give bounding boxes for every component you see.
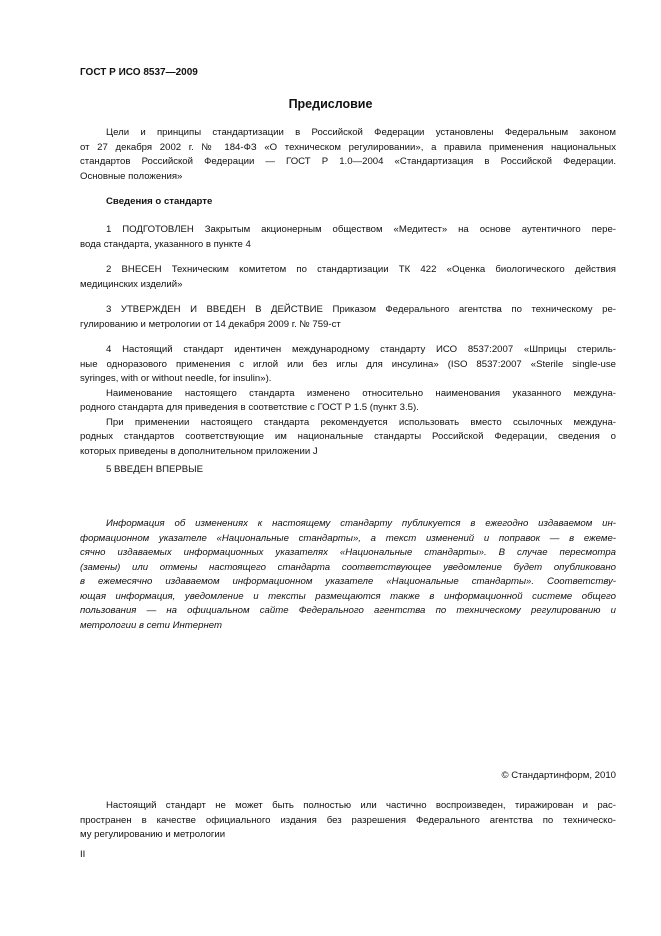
foreword-title: Предисловие bbox=[288, 97, 373, 111]
notice-line: формационном указателе «Национальные стандарты», а текст изменений и поправок — в ежеме- bbox=[80, 532, 616, 544]
reproduction-line: му регулированию и метрологии bbox=[80, 829, 226, 840]
foreword-intro bbox=[80, 126, 616, 184]
notice-line: Информация об изменениях к настоящему стандарту публикуется в ежегодно издаваемом ин- bbox=[106, 518, 616, 529]
item-2-submitted bbox=[80, 263, 616, 292]
item-4-line: syringes, with or without needle, for insulin»). bbox=[80, 373, 272, 384]
item-4-note-line: Наименование настоящего стандарта изменено относительно наименования указанного междуна- bbox=[106, 387, 616, 399]
notice-line: пользования — на официальном сайте Федерального агентства по техническому регулированию и bbox=[80, 605, 616, 616]
item-2-line: медицинских изделий» bbox=[80, 278, 183, 290]
standard-info-heading: Сведения о стандарте bbox=[106, 196, 213, 207]
changes-notice bbox=[80, 517, 616, 633]
item-4-note-line: При применении настоящего стандарта рекомендуется использовать вместо ссылочных междуна- bbox=[106, 416, 616, 428]
item-4-line: 4 Настоящий стандарт идентичен международному стандарту ИСО 8537:2007 «Шприцы стериль- bbox=[106, 344, 616, 355]
standard-code-header: ГОСТ Р ИСО 8537—2009 bbox=[80, 67, 198, 78]
reproduction-notice bbox=[80, 799, 616, 843]
item-1-line: вода стандарта, указанного в пункте 4 bbox=[80, 238, 251, 250]
item-3-approved bbox=[80, 303, 616, 332]
copyright-notice: © Стандартинформ, 2010 bbox=[501, 770, 616, 781]
item-3-line: 3 УТВЕРЖДЕН И ВВЕДЕН В ДЕЙСТВИЕ Приказом Федерального агентства по техническому ре- bbox=[106, 304, 616, 315]
item-4-note-line: родных стандартов соответствующие им национальные стандарты Российской Федерации, сведения о bbox=[80, 431, 616, 442]
intro-line: Основные положения» bbox=[80, 170, 183, 182]
page-number: II bbox=[80, 849, 86, 860]
intro-line: Цели и принципы стандартизации в Российской Федерации установлены Федеральным законом bbox=[106, 127, 616, 138]
item-2-line: 2 ВНЕСЕН Техническим комитетом по стандартизации ТК 422 «Оценка биологического действия bbox=[106, 264, 616, 275]
intro-line: от 27 декабря 2002 г. № 184-ФЗ «О техническом регулировании», а правила применения национальных bbox=[80, 141, 616, 153]
item-4-identical bbox=[80, 343, 616, 459]
item-3-line: гулированию и метрологии от 14 декабря 2009 г. № 759-ст bbox=[80, 318, 341, 330]
item-1-line: 1 ПОДГОТОВЛЕН Закрытым акционерным обществом «Медитест» на основе аутентичного пере- bbox=[106, 224, 616, 235]
notice-line: (замены) или отмены настоящего стандарта соответствующее уведомление будет опубликовано bbox=[80, 561, 616, 573]
item-4-line: ные одноразового применения с иглой или без иглы для инсулина» (ISO 8537:2007 «Sterile single-use bbox=[80, 358, 616, 370]
reproduction-line: Настоящий стандарт не может быть полностью или частично воспроизведен, тиражирован и рас- bbox=[106, 800, 616, 811]
notice-line: в ежемесячно издаваемом информационном указателе «Национальные стандарты». Соответству- bbox=[80, 576, 616, 587]
item-4-note-line: которых приведены в дополнительном приложении J bbox=[80, 445, 318, 457]
reproduction-line: пространен в качестве официального издания без разрешения Федерального агентства по техническо- bbox=[80, 814, 616, 826]
item-1-prepared bbox=[80, 223, 616, 252]
notice-line: сячно издаваемых информационных указателях «Национальные стандарты». В случае пересмотра bbox=[80, 547, 616, 558]
notice-line: ющая информация, уведомление и тексты размещаются также в информационной системе общего bbox=[80, 590, 616, 602]
item-4-note-line: родного стандарта для приведения в соответствие с ГОСТ Р 1.5 (пункт 3.5). bbox=[80, 402, 419, 413]
item-5-first-introduced: 5 ВВЕДЕН ВПЕРВЫЕ bbox=[106, 464, 204, 475]
notice-line: метрологии в сети Интернет bbox=[80, 619, 222, 631]
intro-line: стандартов Российской Федерации — ГОСТ Р 1.0—2004 «Стандартизация в Российской Федерации. bbox=[80, 156, 616, 167]
